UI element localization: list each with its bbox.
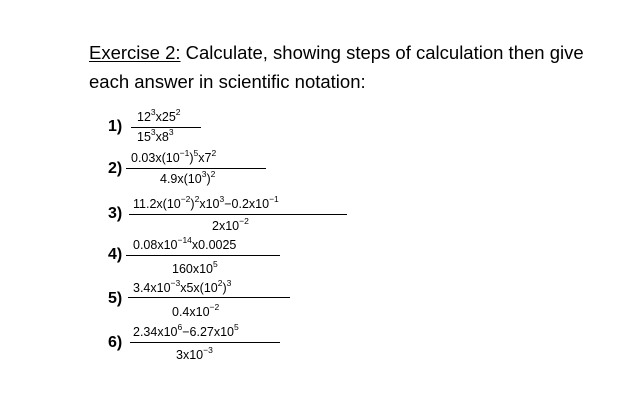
fraction-bar <box>126 255 280 256</box>
instruction-text: Calculate, showing steps of calculation then give <box>180 42 584 63</box>
denominator: $15^3x8^3$ <box>137 126 174 144</box>
exercise-heading <box>89 38 629 96</box>
problem-number: 1) <box>108 118 123 135</box>
problem-number: 4) <box>108 246 123 263</box>
problem-number: 2) <box>108 160 123 177</box>
fraction-bar <box>129 214 347 215</box>
exercise-label: Exercise 2: <box>89 42 181 63</box>
numerator: $2.34x10^6-6.27x10^5$ <box>133 321 239 339</box>
fraction-bar <box>126 168 266 169</box>
problem-number: 5) <box>108 290 123 307</box>
heading-line-2: each answer in scientific notation: <box>89 71 366 92</box>
fraction-bar <box>131 127 201 128</box>
fraction-bar <box>128 297 290 298</box>
denominator: $4.9x(10^3)^2$ <box>160 168 216 186</box>
numerator: $12^3x25^2$ <box>137 106 181 124</box>
fraction-bar <box>130 342 280 343</box>
numerator: $11.2x(10^{-2})^2x10^3-0.2x10^{-1}$ <box>133 193 279 211</box>
denominator: $0.4x10^{-2}$ <box>172 301 220 319</box>
numerator: $0.03x(10^{-1})^5x7^2$ <box>131 147 217 165</box>
heading-line-1 <box>89 38 629 67</box>
numerator: $3.4x10^{-3}x5x(10^2)^3$ <box>133 277 232 295</box>
denominator: $160x10^5$ <box>172 258 218 276</box>
denominator: $2x10^{-2}$ <box>212 215 249 233</box>
denominator: $3x10^{-3}$ <box>176 344 213 362</box>
problem-number: 3) <box>108 205 123 222</box>
problem-number: 6) <box>108 334 123 351</box>
numerator: $0.08x10^{-14}x0.0025$ <box>133 234 237 252</box>
